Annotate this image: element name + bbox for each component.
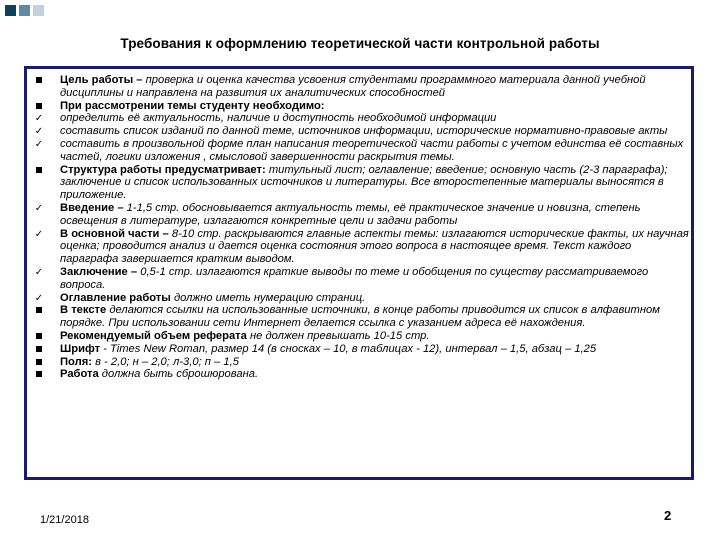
list-item-text — [60, 266, 648, 291]
corner-square — [5, 5, 16, 16]
list-item — [30, 164, 690, 202]
list-item-bold: Оглавление работы — [60, 291, 171, 304]
list-item — [30, 292, 690, 305]
page-number: 2 — [664, 508, 672, 523]
square-bullet-icon — [32, 100, 46, 113]
list-item-text — [60, 164, 668, 202]
list-item — [30, 125, 690, 138]
list-item-text — [60, 368, 258, 380]
list-item — [30, 266, 690, 292]
list-item-body: делаются ссылки на использованные источники, в конце работы приводится их список в алфавитном порядке. При использовании сети Интернет делается ссылка с указанием адреса её нахождения. — [60, 304, 660, 330]
list-item — [30, 228, 690, 266]
list-item-body: в - 2,0; н – 2,0; л-3,0; п – 1,5 — [91, 355, 239, 368]
list-item — [30, 100, 690, 113]
list-item-body: титульный лист; оглавление; введение; основную часть (2-3 параграфа); заключение и список использованных источников и литературы. Все второстепенные материалы выносятся в приложение. — [60, 163, 668, 202]
list-item-body: 1-1,5 стр. обосновывается актуальность темы, её практическое значение и новизна, степень освещения в литературе, излагаются конкретные цели и задачи работы — [60, 201, 641, 227]
list-item — [30, 74, 690, 100]
list-item-text — [60, 356, 239, 368]
list-item-text — [60, 138, 683, 163]
list-item-body: должно иметь нумерацию страниц. — [170, 291, 366, 304]
list-item-bold: Цель работы – — [60, 74, 143, 86]
checkmark-icon: ✓ — [34, 113, 44, 125]
list-item-text — [60, 228, 689, 266]
square-bullet-icon — [32, 368, 46, 381]
square-bullet-icon — [32, 164, 46, 177]
list-item-body: 8-10 стр. раскрываются главные аспекты темы: излагаются исторические факты, их научная оценка; проводится анализ и дается оценка состояния этого вопроса в настоящее время. Текст каждого параграфа завершается кратким выводом. — [60, 227, 689, 266]
slide-title: Требования к оформлению теоретической части контрольной работы — [120, 36, 600, 51]
checkmark-icon: ✓ — [34, 202, 44, 214]
list-item-body: - Times New Roman, размер 14 (в сносках – 10, в таблицах - 12), интервал – 1,5, абзац – 1,25 — [100, 342, 597, 355]
corner-decoration — [0, 0, 720, 22]
list-item-text — [60, 292, 365, 304]
list-item-text — [60, 343, 596, 355]
list-item-text — [60, 330, 429, 342]
list-item — [30, 356, 690, 369]
list-item-text — [60, 202, 641, 227]
corner-square — [33, 5, 44, 16]
list-item — [30, 368, 690, 381]
list-item-bold: Структура работы предусматривает: — [60, 163, 266, 176]
list-item-body: определить её актуальность, наличие и доступность необходимой информации — [60, 112, 497, 125]
square-bullet-icon — [32, 343, 46, 356]
list-item-bold: Заключение – — [60, 265, 138, 278]
square-bullet-icon — [32, 304, 46, 317]
list-item-text — [60, 304, 660, 329]
list-item-body: составить в произвольной форме план написания теоретической части работы с учетом единства её составных частей, логики изложения , смысловой завершенности раскрытия темы. — [60, 137, 684, 163]
list-item-bold: Шрифт — [60, 342, 101, 355]
list-item-text — [60, 74, 646, 99]
list-item — [30, 138, 690, 164]
checkmark-icon: ✓ — [34, 266, 44, 278]
list-item-bold: Поля: — [60, 355, 92, 368]
list-item-body: должна быть сброшюрована. — [98, 368, 259, 381]
square-bullet-icon — [32, 330, 46, 343]
list-item-bold: В тексте — [60, 304, 107, 317]
list-item-body: не должен превышать 10-15 стр. — [246, 329, 430, 342]
list-item-bold: В основной части – — [60, 227, 169, 240]
corner-square — [19, 5, 30, 16]
checkmark-icon: ✓ — [34, 228, 44, 240]
list-item-bold: Рекомендуемый объем реферата — [60, 329, 247, 342]
list-item — [30, 202, 690, 228]
list-item — [30, 330, 690, 343]
list-item-body: проверка и оценка качества усвоения студентами программного материала данной учебной дисциплины и направлена на развития их аналитических способностей — [60, 74, 646, 99]
list-item — [30, 343, 690, 356]
checkmark-icon: ✓ — [34, 292, 44, 304]
list-item-body: 0,5-1 стр. излагаются краткие выводы по теме и обобщения по существу рассматриваемого вопроса. — [60, 265, 649, 291]
checkmark-icon: ✓ — [34, 126, 44, 138]
list-item-text — [60, 100, 325, 112]
square-bullet-icon — [32, 74, 46, 87]
list-item-bold: При рассмотрении темы студенту необходимо: — [60, 99, 325, 112]
list-item-bold: Работа — [60, 368, 99, 381]
list-item-text — [60, 125, 667, 137]
list-item-body: составить список изданий по данной теме, источников информации, исторические нормативно-правовые акты — [60, 125, 668, 138]
square-bullet-icon — [32, 356, 46, 369]
list-item — [30, 112, 690, 125]
footer-date: 1/21/2018 — [40, 514, 89, 526]
checkmark-icon: ✓ — [34, 138, 44, 150]
requirements-list — [30, 74, 690, 381]
list-item — [30, 304, 690, 330]
list-item-text — [60, 112, 496, 124]
list-item-bold: Введение – — [60, 201, 124, 214]
